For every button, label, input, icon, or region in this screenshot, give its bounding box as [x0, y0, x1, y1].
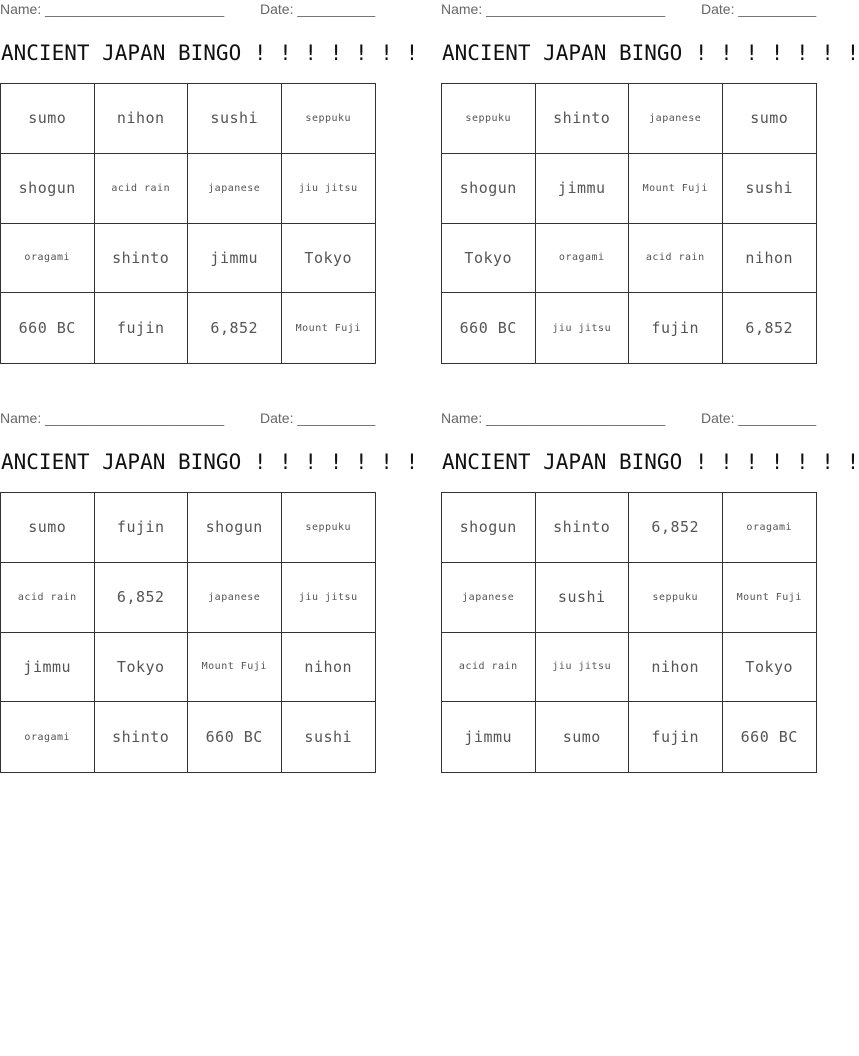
bingo-cell: sushi	[304, 728, 353, 747]
bingo-cell: sushi	[723, 154, 817, 224]
bingo-cell: oragami	[1, 224, 95, 294]
name-field-label: Name: _______________________	[0, 410, 225, 426]
name-date-row	[441, 410, 817, 428]
name-date-row	[441, 1, 817, 19]
bingo-cell: oragami	[536, 224, 630, 294]
bingo-cell: seppuku	[629, 563, 723, 633]
bingo-cell: Tokyo	[95, 633, 189, 703]
card-title: ANCIENT JAPAN BINGO ! ! ! ! ! ! !	[442, 450, 859, 474]
bingo-cell: 660 BC	[1, 293, 95, 363]
bingo-cell: Tokyo	[442, 224, 536, 294]
bingo-cell: japanese	[188, 154, 282, 224]
bingo-cell: shinto	[536, 493, 630, 563]
bingo-cell: shinto	[95, 702, 189, 772]
bingo-cell: jimmu	[442, 702, 536, 772]
bingo-cell: japanese	[442, 563, 536, 633]
bingo-cell: 6,852	[188, 293, 282, 363]
bingo-cell: sumo	[723, 84, 817, 154]
bingo-cell: acid rain	[1, 563, 95, 633]
bingo-grid	[0, 492, 376, 773]
bingo-cell: 660 BC	[442, 293, 536, 363]
bingo-cell: fujin	[95, 293, 189, 363]
bingo-cell: seppuku	[282, 493, 376, 563]
bingo-cell: 6,852	[745, 319, 794, 338]
card-title: ANCIENT JAPAN BINGO ! ! ! ! ! ! !	[1, 450, 419, 474]
bingo-cell: shinto	[95, 224, 189, 294]
date-field-label: Date: __________	[701, 410, 817, 426]
name-date-row	[0, 410, 376, 428]
bingo-cell: jimmu	[1, 633, 95, 703]
bingo-cell: nihon	[282, 633, 376, 703]
bingo-cell: japanese	[629, 84, 723, 154]
bingo-cell: Mount Fuji	[629, 154, 723, 224]
name-field-label: Name: _______________________	[0, 1, 225, 17]
name-field-label: Name: _______________________	[441, 410, 666, 426]
bingo-cell: oragami	[723, 493, 817, 563]
bingo-grid	[441, 492, 817, 773]
bingo-cell: shogun	[442, 493, 536, 563]
bingo-cell: oragami	[1, 702, 95, 772]
bingo-cell: sumo	[1, 84, 95, 154]
bingo-cell: sushi	[536, 563, 630, 633]
bingo-cell: sushi	[188, 84, 282, 154]
bingo-grid	[441, 83, 817, 364]
bingo-cell: fujin	[629, 293, 723, 363]
date-field-label: Date: __________	[260, 1, 376, 17]
card-title: ANCIENT JAPAN BINGO ! ! ! ! ! ! !	[1, 41, 419, 65]
bingo-cell: jiu jitsu	[282, 154, 376, 224]
bingo-cell: seppuku	[442, 84, 536, 154]
bingo-cell: 660 BC	[188, 702, 282, 772]
bingo-cell: japanese	[188, 563, 282, 633]
bingo-cell: sumo	[536, 702, 630, 772]
bingo-cell: nihon	[95, 84, 189, 154]
bingo-cell: acid rain	[95, 154, 189, 224]
bingo-cell: shogun	[442, 154, 536, 224]
bingo-cell: jiu jitsu	[536, 293, 630, 363]
bingo-cell: sumo	[1, 493, 95, 563]
bingo-cell: nihon	[629, 633, 723, 703]
bingo-cell: Mount Fuji	[723, 563, 817, 633]
bingo-grid	[0, 83, 376, 364]
bingo-cell: 6,852	[95, 563, 189, 633]
bingo-cell: nihon	[723, 224, 817, 294]
name-date-row	[0, 1, 376, 19]
date-field-label: Date: __________	[701, 1, 817, 17]
bingo-cell: Mount Fuji	[295, 322, 361, 334]
bingo-cell: seppuku	[282, 84, 376, 154]
bingo-cell: 6,852	[629, 493, 723, 563]
bingo-cell: 660 BC	[740, 728, 798, 747]
name-field-label: Name: _______________________	[441, 1, 666, 17]
bingo-cell: Tokyo	[282, 224, 376, 294]
bingo-cell: Mount Fuji	[188, 633, 282, 703]
bingo-cell: jiu jitsu	[282, 563, 376, 633]
bingo-cell: acid rain	[442, 633, 536, 703]
card-title: ANCIENT JAPAN BINGO ! ! ! ! ! ! !	[442, 41, 859, 65]
bingo-cell: shogun	[188, 493, 282, 563]
bingo-cell: shinto	[536, 84, 630, 154]
bingo-cell: jiu jitsu	[536, 633, 630, 703]
date-field-label: Date: __________	[260, 410, 376, 426]
bingo-cell: acid rain	[629, 224, 723, 294]
bingo-cell: fujin	[629, 702, 723, 772]
bingo-cell: fujin	[95, 493, 189, 563]
bingo-cell: jimmu	[536, 154, 630, 224]
bingo-cell: jimmu	[188, 224, 282, 294]
bingo-cell: shogun	[1, 154, 95, 224]
bingo-cell: Tokyo	[723, 633, 817, 703]
